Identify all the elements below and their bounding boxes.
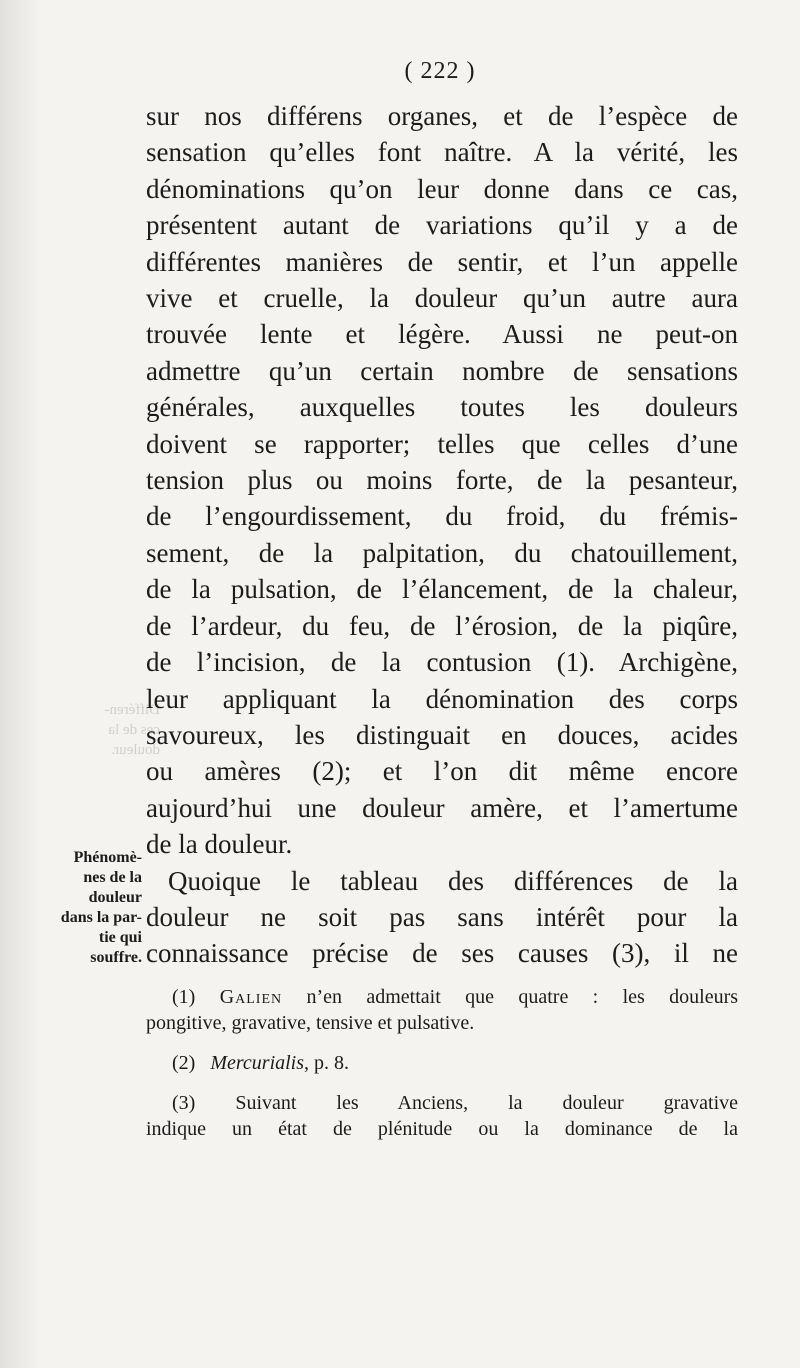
text-line: sensation qu’elles font naître. A la vérité, les bbox=[146, 137, 738, 168]
footnotes bbox=[146, 984, 738, 1142]
footnote-3-line-1: (3) Suivant les Anciens, la douleur gravative bbox=[172, 1092, 738, 1114]
text-line: trouvée lente et légère. Aussi ne peut-on bbox=[146, 319, 738, 350]
footnote-1-line-1: (1) Galien n’en admettait que quatre : les douleurs bbox=[172, 986, 739, 1008]
text-line: de la pulsation, de l’élancement, de la chaleur, bbox=[146, 574, 738, 605]
text-line: douleur ne soit pas sans intérêt pour la bbox=[146, 901, 738, 932]
text-line: sur nos différens organes, et de l’espèce de bbox=[146, 101, 738, 131]
text-line: connaissance précise de ses causes (3), il ne bbox=[146, 938, 738, 969]
footnote-2: (2) Mercurialis, p. 8. bbox=[172, 1052, 350, 1074]
body-text bbox=[146, 98, 738, 972]
footnote-author: Galien bbox=[219, 986, 283, 1008]
text-line: vive et cruelle, la douleur qu’un autre aura bbox=[146, 283, 738, 314]
text-line: sement, de la palpitation, du chatouillement, bbox=[146, 537, 738, 568]
text-line: de la douleur. bbox=[146, 829, 293, 860]
text-line: tension plus ou moins forte, de la pesanteur, bbox=[146, 465, 738, 496]
text-line: présentent autant de variations qu’il y a de bbox=[146, 210, 738, 241]
text-line: de l’incision, de la contusion (1). Archigène, bbox=[146, 647, 738, 678]
footnote-3-line-2: indique un état de plénitude ou la dominance de la bbox=[146, 1118, 738, 1140]
page-number: ( 222 ) bbox=[404, 58, 476, 84]
paragraph-start-line: Quoique le tableau des différences de la bbox=[168, 865, 738, 896]
text-line: ou amères (2); et l’on dit même encore bbox=[146, 756, 738, 787]
text-line: dénominations qu’on leur donne dans ce cas, bbox=[146, 173, 738, 204]
footnote-title: Mercurialis bbox=[210, 1052, 305, 1074]
text-line: leur appliquant la dénomination des corps bbox=[146, 683, 738, 714]
text-line: admettre qu’un certain nombre de sensations bbox=[146, 355, 738, 386]
text-line: aujourd’hui une douleur amère, et l’amertume bbox=[146, 792, 738, 823]
text-line: de l’engourdissement, du froid, du frémis- bbox=[146, 501, 738, 532]
footnote-1-line-2: pongitive, gravative, tensive et pulsative. bbox=[146, 1012, 475, 1034]
page-gutter-shadow bbox=[0, 0, 40, 1368]
text-line: générales, auxquelles toutes les douleurs bbox=[146, 392, 738, 423]
text-line: savoureux, les distinguait en douces, acides bbox=[146, 719, 738, 750]
margin-note: Phénomè- nes de la douleur dans la par- tie qui souffre. bbox=[60, 849, 142, 966]
text-line: de l’ardeur, du feu, de l’érosion, de la piqûre, bbox=[146, 610, 738, 641]
bleed-through-text: Différen- ces de la douleur. bbox=[104, 702, 160, 758]
text-line: doivent se rapporter; telles que celles d’une bbox=[146, 428, 738, 459]
text-line: différentes manières de sentir, et l’un appelle bbox=[146, 246, 738, 277]
